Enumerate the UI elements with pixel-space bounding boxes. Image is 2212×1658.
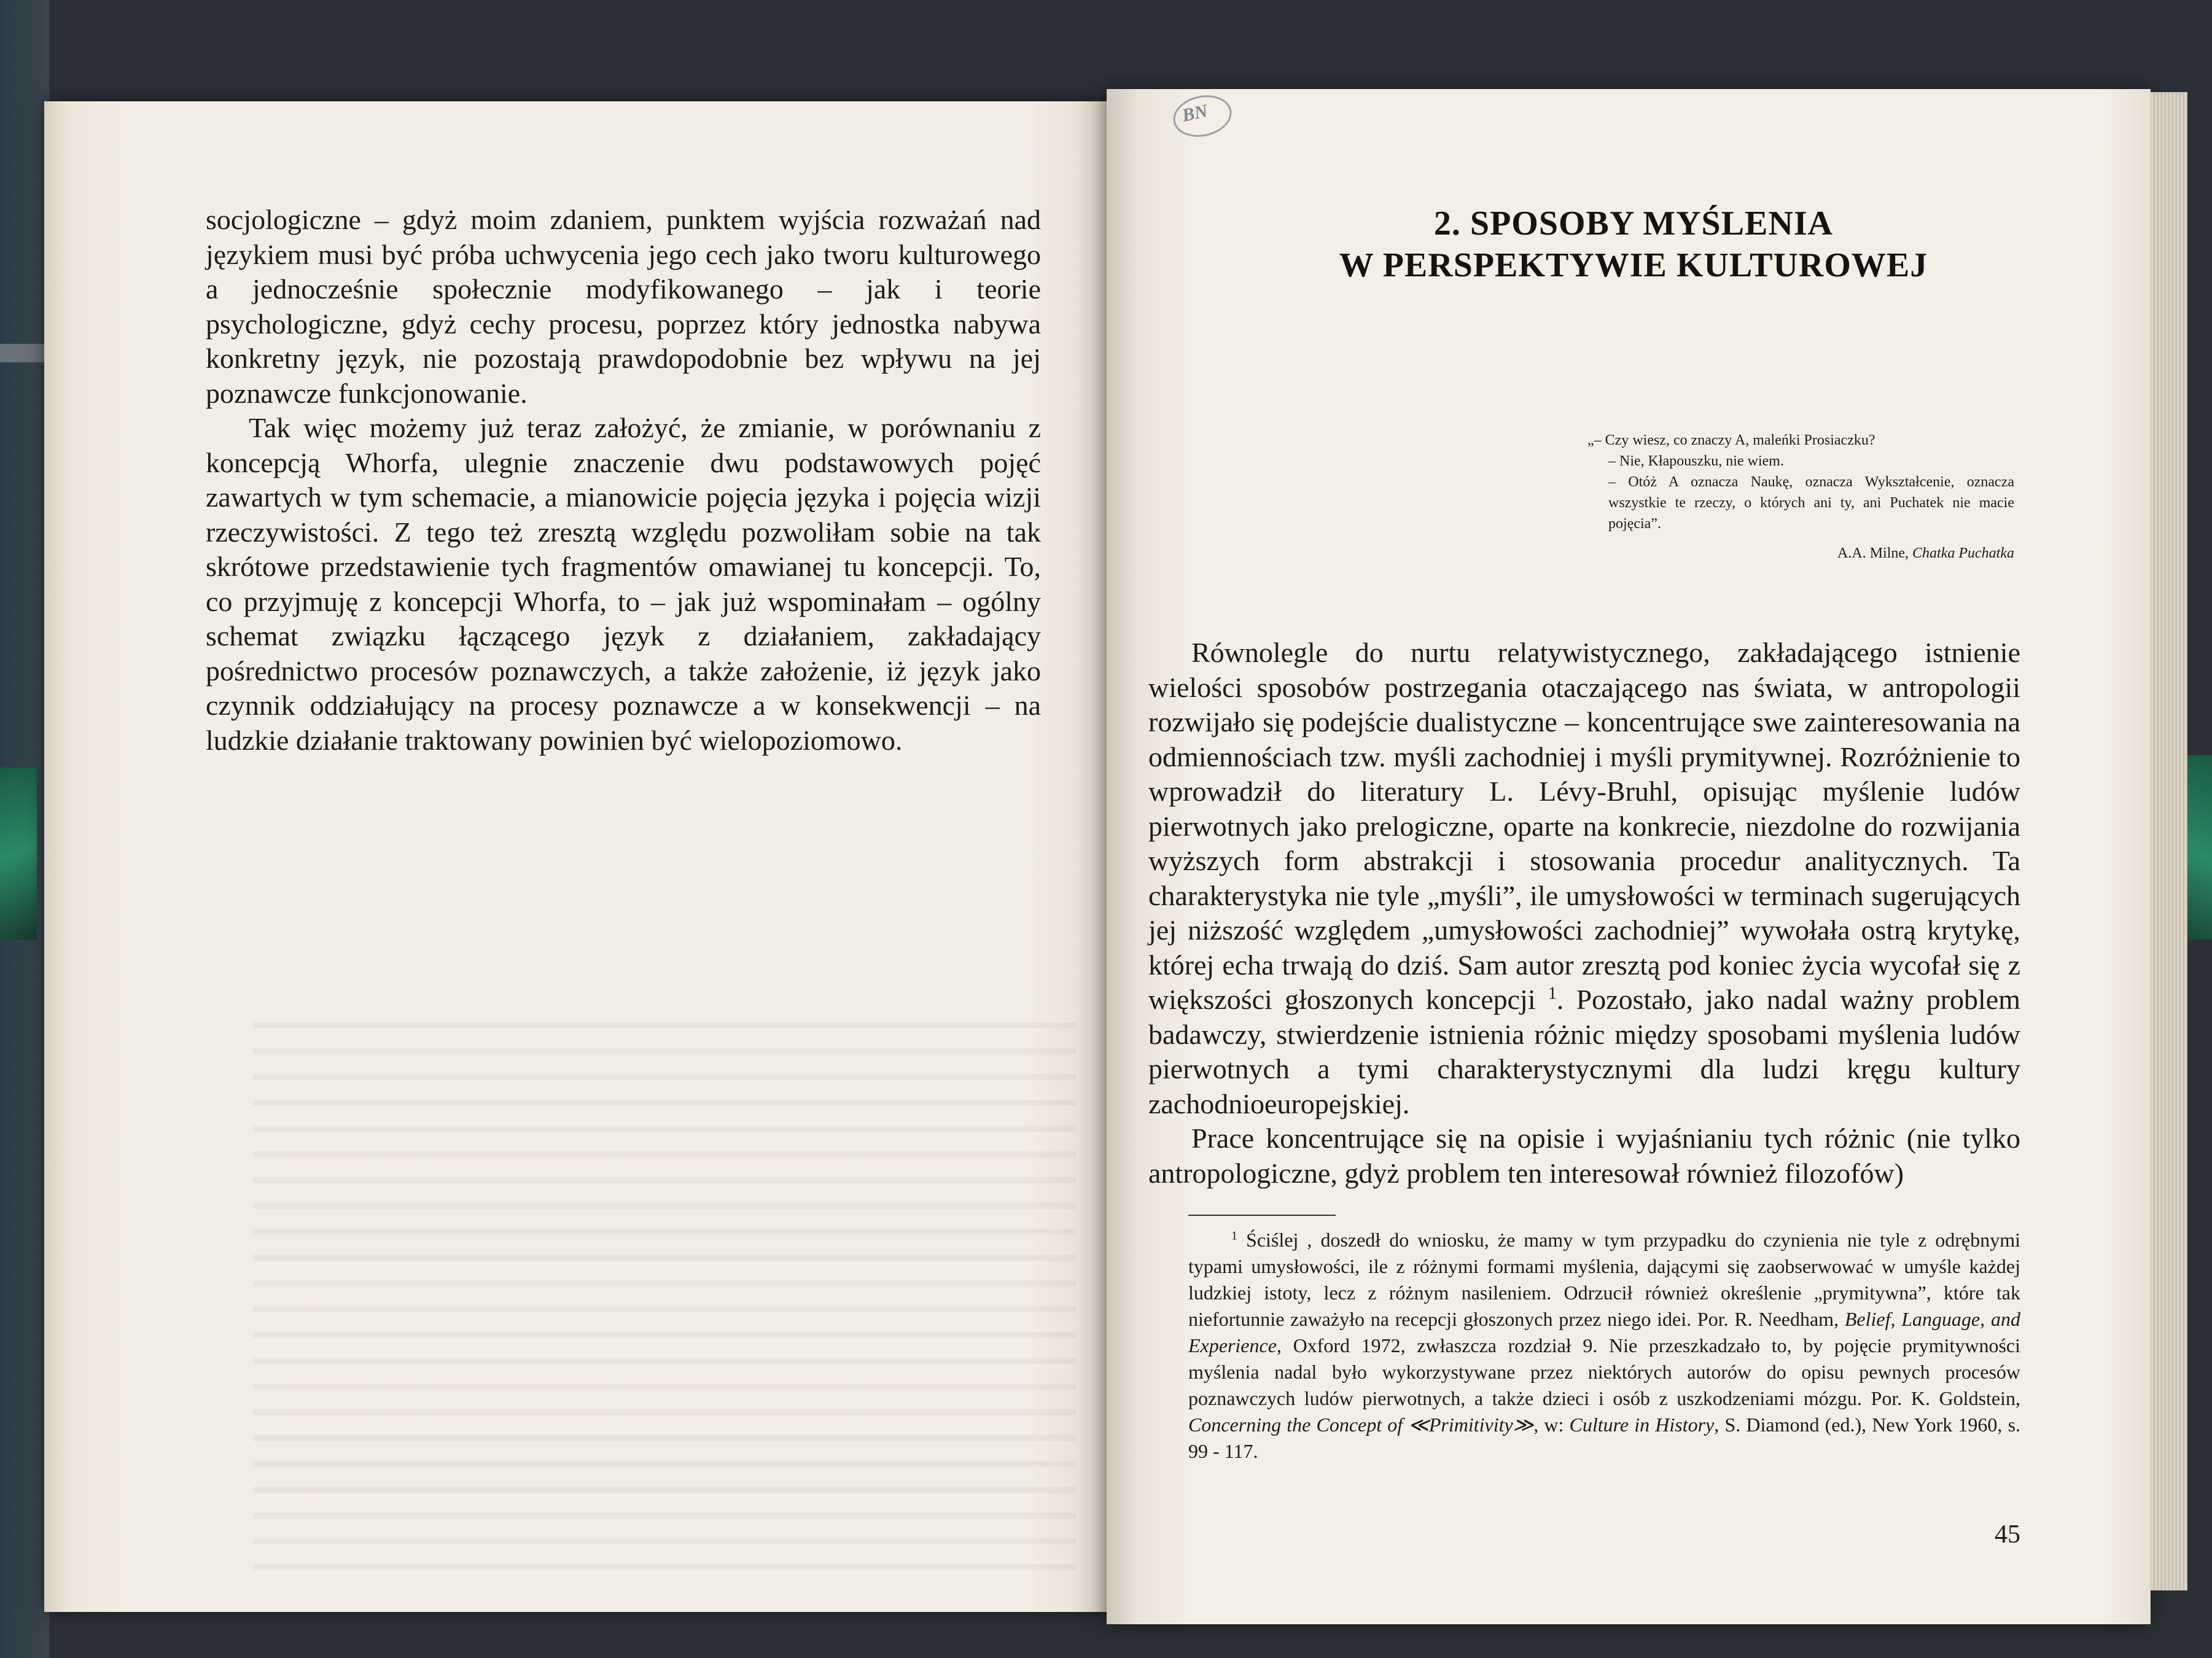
epigraph-work: Chatka Puchatka bbox=[1912, 545, 2014, 561]
scanner-background-stripe-left bbox=[0, 768, 37, 940]
library-stamp-mark: BN bbox=[1180, 101, 1210, 126]
right-paragraph-1-part-2: . Pozostało, jako nadal ważny problem badawczy, stwierdzenie istnienia różnic między sposobami myślenia ludów pierwotnych a tymi charakterystycznymi dla ludzi kręgu kultury zachodnioeuropejskiej. bbox=[1148, 984, 2020, 1119]
footnote-title-3: Culture in History bbox=[1569, 1414, 1715, 1436]
scanner-background-band bbox=[0, 344, 49, 362]
footnote-separator bbox=[1188, 1215, 1336, 1216]
left-paragraph-1: socjologiczne – gdyż moim zdaniem, punktem wyjścia rozważań nad językiem musi być próba uchwycenia jego cech jako tworu kulturowego a jednocześnie społecznie modyfikowanego – jak i teorie psychologiczne, gdyż cechy procesu, poprzez który jednostka nabywa konkretny język, nie pozostają prawdopodobnie bez wpływu na jej poznawcze funkcjonowanie. bbox=[206, 204, 1041, 409]
left-page-text bbox=[206, 203, 1041, 758]
right-paragraph-1 bbox=[1148, 636, 2020, 1121]
footnote-text-2: , Oxford 1972, zwłaszcza rozdział 9. Nie przeszkadzało to, by pojęcie prymitywności myślenia nadal było wykorzystywane przez niektórych autorów do opisu pewnych procesów poznawczych ludów pierwotnych, a także dzieci i osób z uszkodzeniami mózgu. Por. K. Goldstein, bbox=[1188, 1334, 2020, 1409]
right-paragraph-1-part-1: Równolegle do nurtu relatywistycznego, zakładającego istnienie wielości sposobów postrzegania otaczającego nas świata, w antropologii rozwijało się podejście dualistyczne – koncentrujące swe zainteresowania na odmiennościach tzw. myśli zachodniej i myśli prymitywnej. Rozróżnienie to wprowadził do literatury L. Lévy-Bruhl, opisując myślenie ludów pierwotnych jako prelogiczne, oparte na konkrecie, niezdolne do rozwijania wyższych form abstrakcji i stosowania procedur analitycznych. Ta charakterystyka nie tyle „myśli”, ile umysłowości w terminach sugerujących jej niższość względem „umysłowości zachodniej” wywołała ostrą krytykę, której echa trwają do dziś. Sam autor zresztą pod koniec życia wycofał się z większości głoszonych koncepcji bbox=[1148, 637, 2020, 1015]
epigraph-attribution bbox=[1738, 545, 2014, 562]
right-page-text bbox=[1148, 636, 2020, 1191]
footnote-text-3: , w: bbox=[1533, 1414, 1570, 1436]
footnote-text-4: , S. Diamond (ed.), New York 1960, s. 99 - 117. bbox=[1188, 1414, 2021, 1462]
left-paragraph-2: Tak więc możemy już teraz założyć, że zmianie, w porównaniu z koncepcją Whorfa, ulegnie znaczenie dwu podstawowych pojęć zawartych w tym schemacie, a mianowicie pojęcia języka i pojęcia wizji rzeczywistości. Z tego też zresztą względu pozwoliłam sobie na tak skrótowe przedstawienie tych fragmentów omawianej tu koncepcji. To, co przyjmuję z koncepcji Whorfa, to – jak już wspominałam – ogólny schemat związku łączącego język z działaniem, zakładający pośrednictwo procesów poznawczych, a także założenie, iż język jako czynnik oddziałujący na procesy poznawcze a w konsekwencji – na ludzkie działanie traktowany powinien być wielopoziomowo. bbox=[206, 412, 1041, 756]
epigraph-line-2: – Nie, Kłapouszku, nie wiem. bbox=[1608, 453, 1784, 469]
bleed-through-texture bbox=[253, 1022, 1076, 1575]
footnote-marker: 1 bbox=[1231, 1229, 1237, 1243]
footnote-reference: 1 bbox=[1548, 984, 1557, 1003]
epigraph-line-3: – Otóż A oznacza Naukę, oznacza Wykształcenie, oznacza wszystkie te rzeczy, o których ani ty, ani Puchatek nie macie pojęcia”. bbox=[1608, 474, 2014, 532]
footnote bbox=[1188, 1227, 2020, 1465]
footnote-title-1: Belief, Language, and Experience bbox=[1188, 1308, 2021, 1356]
page-number: 45 bbox=[1995, 1520, 2020, 1549]
epigraph-line-1: „– Czy wiesz, co znaczy A, maleńki Prosiaczku? bbox=[1587, 432, 1875, 448]
chapter-title-line-1: 2. SPOSOBY MYŚLENIA bbox=[1433, 204, 1834, 243]
footnote-title-2: Concerning the Concept of ≪Primitivity≫ bbox=[1188, 1414, 1534, 1436]
page-edges bbox=[2151, 92, 2187, 1590]
epigraph-author: A.A. Milne, bbox=[1837, 545, 1913, 561]
chapter-title-line-2: W PERSPEKTYWIE KULTUROWEJ bbox=[1339, 246, 1928, 284]
chapter-title bbox=[1204, 203, 2063, 286]
footnote-text-1: Ściślej , doszedł do wniosku, że mamy w tym przypadku do czynienia nie tyle z odrębnymi typami umysłowości, ile z różnymi formami myślenia, dającymi się zaobserwować w umyśle każdej ludzkiej istoty, lecz z różnym nasileniem. Odrzucił również określenie „prymitywna”, które tak niefortunnie zaważyło na recepcji głoszonych przez niego idei. Por. R. Needham, bbox=[1188, 1229, 2020, 1330]
epigraph bbox=[1587, 430, 2014, 534]
right-paragraph-2: Prace koncentrujące się na opisie i wyjaśnianiu tych różnic (nie tylko antropologiczne, gdyż problem ten interesował również filozofów) bbox=[1148, 1123, 2020, 1189]
